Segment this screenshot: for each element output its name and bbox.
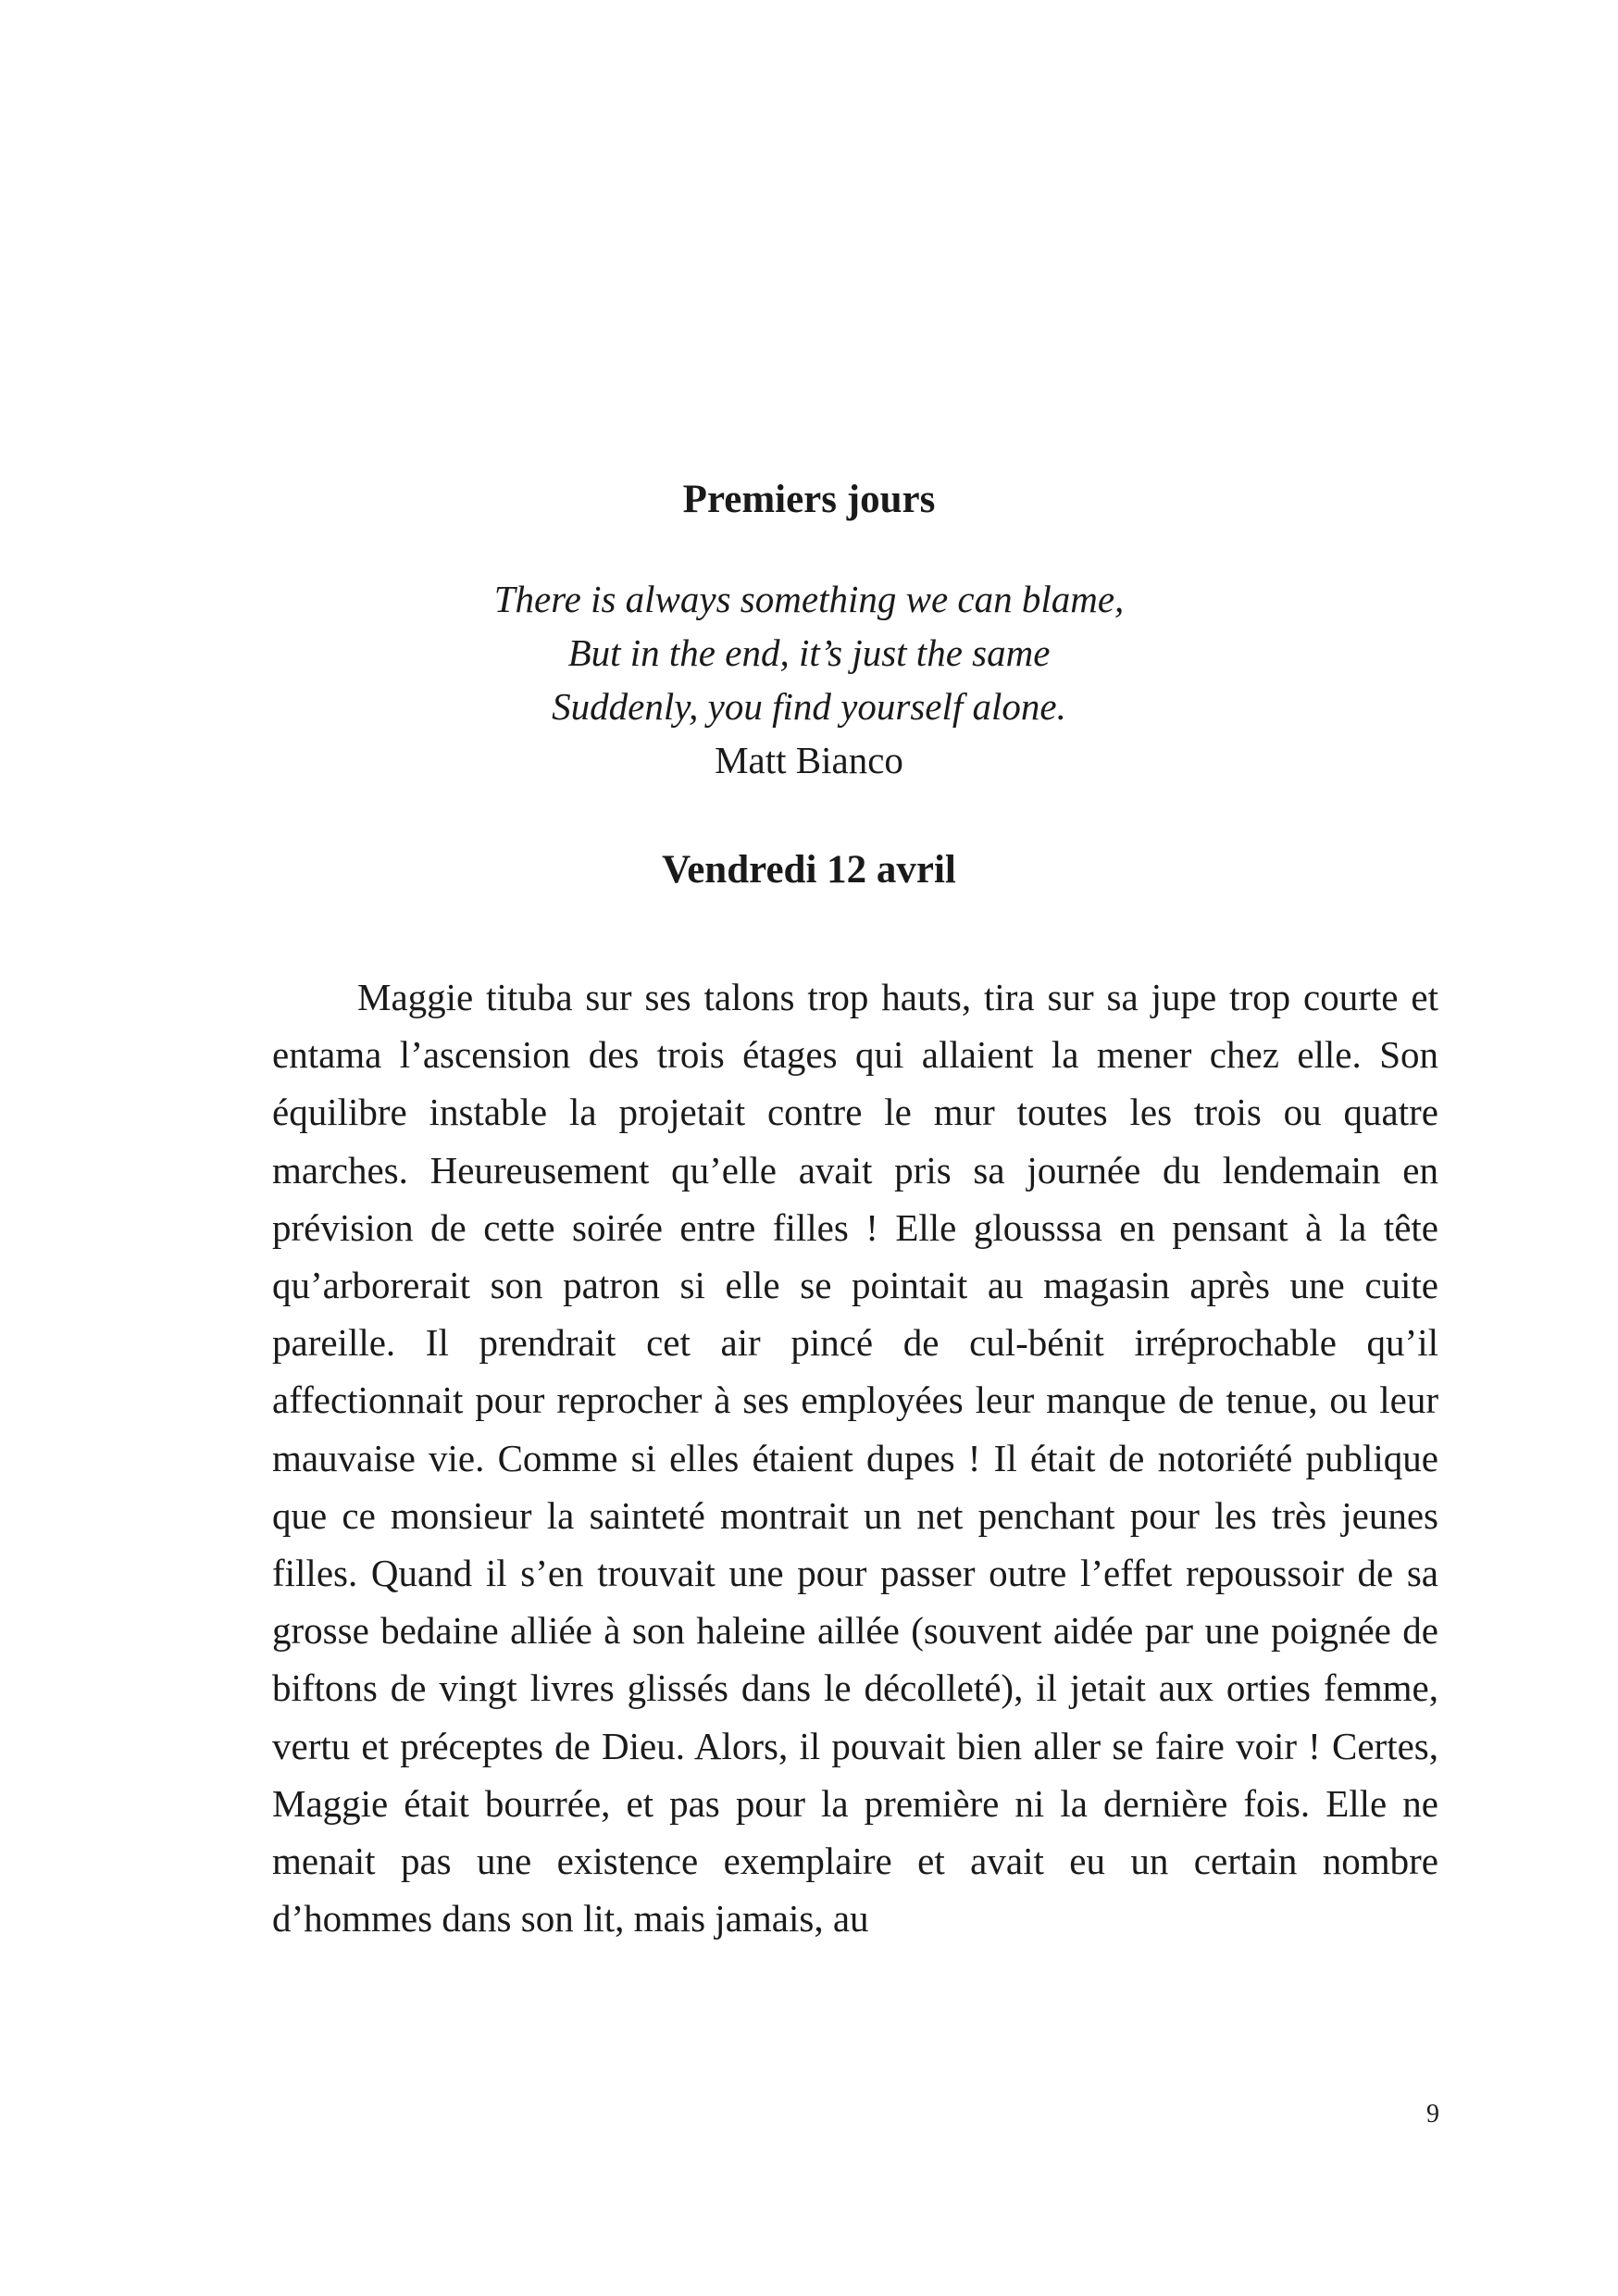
epigraph-line-3: Suddenly, you find yourself alone.: [552, 685, 1066, 728]
page-number: 9: [1426, 2100, 1439, 2128]
body-paragraph: Maggie tituba sur ses talons trop hauts, tira sur sa jupe trop courte et entama l’ascension des trois étages qui allaient la mener chez elle. Son équilibre instable la projetait contre le mur toutes les trois ou quatre marches. Heureusement qu’elle avait pris sa journée du lendemain en prévision de cette soirée entre filles ! Elle glousssa en pensant à la tête qu’arborerait son patron si elle se pointait au magasin après une cuite pareille. Il prendrait cet air pincé de cul-bénit irréprochable qu’il affectionnait pour reprocher à ses employées leur manque de tenue, ou leur mauvaise vie. Comme si elles étaient dupes ! Il était de notoriété publique que ce monsieur la sainteté montrait un net penchant pour les très jeunes filles. Quand il s’en trouvait une pour passer outre l’effet repoussoir de sa grosse bedaine alliée à son haleine aillée (souvent aidée par une poignée de biftons de vingt livres glissés dans le décolleté), il jetait aux orties femme, vertu et préceptes de Dieu. Alors, il pouvait bien aller se faire voir ! Certes, Maggie était bourrée, et pas pour la première ni la dernière fois. Elle ne menait pas une existence exemplaire et avait eu un certain nombre d’hommes dans son lit, mais jamais, au: [272, 976, 1438, 1940]
chapter-title: Premiers jours: [682, 478, 936, 521]
epigraph-line-1: There is always something we can blame,: [493, 578, 1125, 620]
epigraph: [0, 572, 1618, 787]
epigraph-author: Matt Bianco: [715, 739, 903, 781]
epigraph-line-2: But in the end, it’s just the same: [567, 631, 1051, 674]
date-heading: Vendredi 12 avril: [662, 848, 956, 892]
